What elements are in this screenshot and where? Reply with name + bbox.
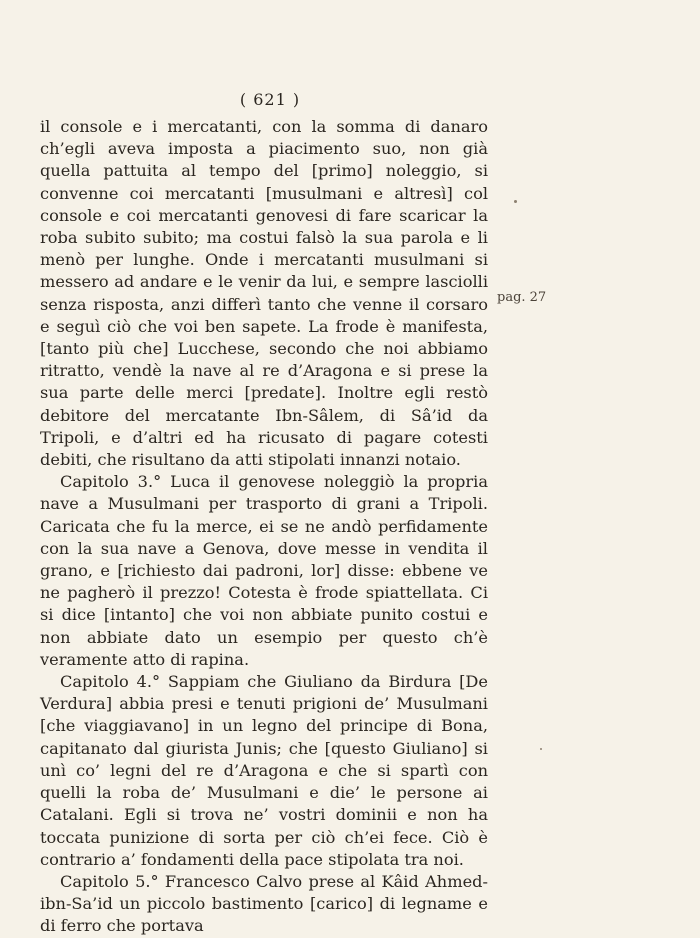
paragraph-3: Capitolo 4.° Sappiam che Giuliano da Birdura [De Verdura] abbia presi e tenuti prigioni de’ Musulmani [che viaggiavano] in un legno del principe di Bona, capitanato dal giurista Junis; che [questo Giuliano] si unì co’ legni del re d’Aragona e che si spartì con quelli la roba de’ Musulmani e die’ le persone ai Catalani. Egli si trova ne’ vostri dominii e non ha toccata punizione di sorta per ciò ch’ei fece. Ciò è contrario a’ fondamenti della pace stipolata tra noi. xyxy=(40,672,488,869)
paper-speck xyxy=(540,748,542,750)
body-text xyxy=(40,116,488,938)
paragraph-1: il console e i mercatanti, con la somma di danaro ch’egli aveva imposta a piacimento suo, non già quella pattuita al tempo del [primo] noleggio, si convenne coi mercatanti [musulmani e altresì] col console e coi mercatanti genovesi di fare scaricar la roba subito subito; ma costui falsò la sua parola e li menò per lunghe. Onde i mercatanti musulmani si messero ad andare e le venir da lui, e sempre lasciolli senza risposta, anzi differì tanto che venne il corsaro e seguì ciò che voi ben sapete. La frode è manifesta, [tanto più che] Lucchese, secondo che noi abbiamo ritratto, vendè la nave al re d’Aragona e si prese la sua parte delle merci [predate]. Inoltre egli restò debitore del mercatante Ibn-Sâlem, di Sâ’id da Tripoli, e d’altri ed ha ricusato di pagare cotesti debiti, che risultano da atti stipolati innanzi notaio. xyxy=(40,117,488,470)
margin-page-reference: pag. 27 xyxy=(497,290,547,305)
paper-speck xyxy=(514,200,517,203)
page-number: ( 621 ) xyxy=(239,90,301,109)
paragraph-4: Capitolo 5.° Francesco Calvo prese al Kâid Ahmed-ibn-Sa’id un piccolo bastimento [carico] di legname e di ferro che portava xyxy=(40,871,488,936)
paragraph-2: Capitolo 3.° Luca il genovese noleggiò la propria nave a Musulmani per trasporto di grani a Tripoli. Caricata che fu la merce, ei se ne andò perfidamente con la sua nave a Genova, dove messe in vendita il grano, e [richiesto dai padroni, lor] disse: ebbene ve ne pagherò il prezzo! Cotesta è frode spiattellata. Ci si dice [intanto] che voi non abbiate punito costui e non abbiate dato un esempio per questo ch’è veramente atto di rapina. xyxy=(40,472,488,669)
